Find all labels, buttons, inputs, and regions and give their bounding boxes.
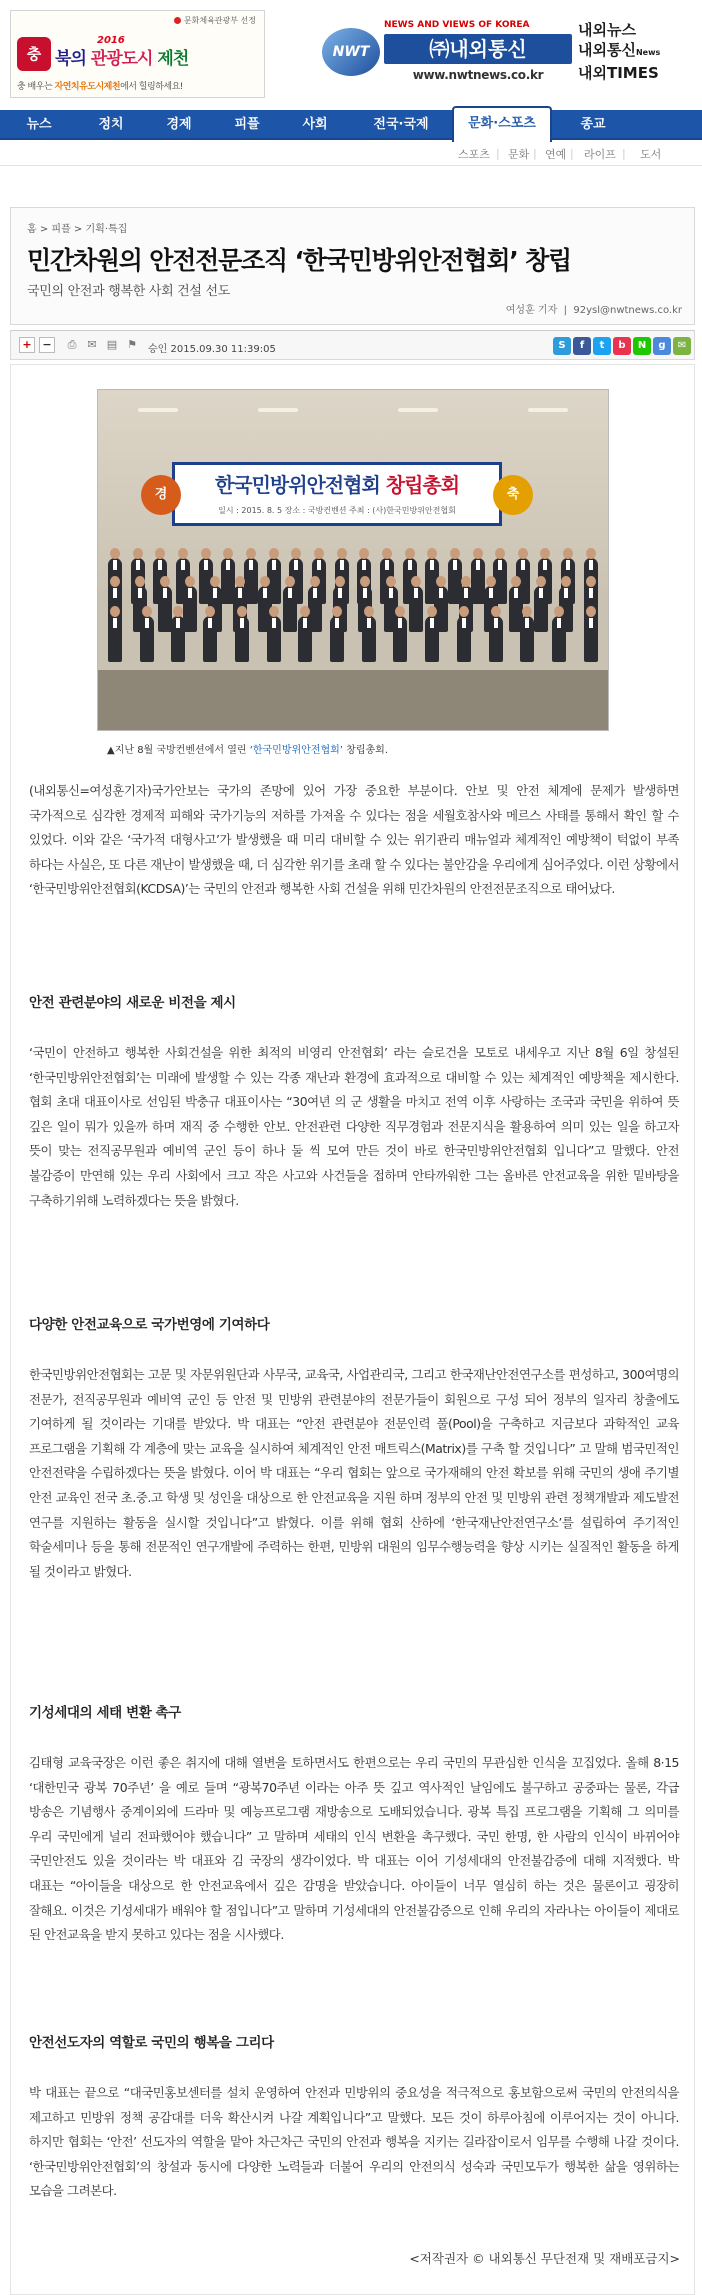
- subnav-divider: |: [533, 147, 537, 160]
- nwt-globe-icon: NWT: [322, 28, 380, 76]
- section-heading: 안전 관련분야의 새로운 비전을 제시: [29, 995, 236, 1011]
- photo-person: [584, 616, 598, 662]
- facebook-share-icon[interactable]: f: [573, 337, 591, 355]
- ad-tag: 문화체육관광부 선정: [174, 15, 256, 26]
- event-banner-line: 일시 : 2015. 8. 5 장소 : 국방컨벤션 주최 : (사)한국민방위안전협회: [218, 506, 456, 515]
- email-icon[interactable]: ✉: [87, 338, 97, 351]
- event-banner: [154, 462, 520, 526]
- section-heading: 안전선도자의 역할로 국민의 행복을 그리다: [29, 2035, 274, 2051]
- subnav-sports[interactable]: 스포츠: [458, 148, 490, 161]
- body-paragraph: ‘국민이 안전하고 행복한 사회건설을 위한 최적의 비영리 안전협회’ 라는 슬로건을 모토로 내세우고 지난 8월 6일 창설된 ‘한국민방위안전협회’는 미래에 발생할 수 있는 각종 재난과 환경에 효과적으로 대비할 수 있는 체계적인 예방책을 제시한다. 협회 초대 대표이사로 선임된 박충규 대표이사는 “30여년 의 군 생활을 마치고 전역 이후 사랑하는 조국과 국민을 위하여 뜻 깊은 일이 뭐가 있을까 하며 재직 중 수행한 안보. 안전관련 다양한 직무경험과 전문지식을 활용하여 의미 있는 일을 하고자 뜻이 맞는 전직공무원과 예비역 군인 등이 하나 둘 씩 모여 만든 것이 바로 한국민방위안전협회 입니다”고 말했다. 안전 불감증이 만연해 있는 우리 사회에서 크고 작은 사고와 사건들을 접하며 안타까워한 그는 올바른 안전교육을 위한 밑바탕을 구축하기위해 노력하겠다는 뜻을 밝혔다.: [29, 1045, 679, 1208]
- photo-person: [171, 616, 185, 662]
- badge-icon: [174, 17, 181, 24]
- photo-person: [267, 616, 281, 662]
- photo-floor: [98, 670, 608, 731]
- section-heading: 다양한 안전교육으로 국가번영에 기여하다: [29, 1317, 270, 1333]
- ad-subline: 충 배우는 자연치유도시제천에서 힐링하세요!: [17, 82, 183, 92]
- ad-emblem: 충: [17, 37, 51, 71]
- article-header: [10, 207, 695, 325]
- site-logo[interactable]: [318, 14, 688, 98]
- section-heading: 기성세대의 세태 변환 촉구: [29, 1705, 181, 1721]
- naver-share-icon[interactable]: N: [633, 337, 651, 355]
- scrap-icon[interactable]: ▤: [106, 338, 118, 351]
- ad-year: 2016: [97, 35, 125, 46]
- nav-item-religion[interactable]: 종교: [580, 117, 606, 132]
- subnav-entertainment[interactable]: 연예: [545, 148, 567, 161]
- font-decrease-button[interactable]: −: [39, 337, 55, 353]
- photo-lamp: [398, 408, 438, 412]
- photo-person: [140, 616, 154, 662]
- photo-person: [425, 616, 439, 662]
- subnav-divider: |: [622, 147, 626, 160]
- body-paragraph: 박 대표는 끝으로 “대국민홍보센터를 설치 운영하여 안전과 민방위의 중요성을 적극적으로 홍보함으로써 국민의 안전의식을 제고하고 민방위 정책 공감대를 더욱 확산시켜 나갈 계획입니다”고 말했다. 모든 것이 하루아침에 이루어지는 것이 아니다. 하지만 협회는 ‘안전’ 선도자의 역할을 맡아 차근차근 국민의 안전과 행복을 지키는 길라잡이로서 임무를 수행해 나갈 것이다. ‘한국민방위안전협회’의 창설과 동시에 다양한 노력들과 더불어 우리의 안전의식 성숙과 국민모두가 행복한 삶을 영위하는 모습을 그려본다.: [29, 2085, 679, 2199]
- twitter-share-icon[interactable]: t: [593, 337, 611, 355]
- photo-person: [298, 616, 312, 662]
- crumb-home[interactable]: 홈: [27, 224, 37, 235]
- photo-person: [393, 616, 407, 662]
- logo-url: www.nwtnews.co.kr: [412, 68, 544, 82]
- photo-person: [457, 616, 471, 662]
- crumb-sub[interactable]: 기획·특집: [85, 224, 128, 235]
- nav-item-people[interactable]: 피플: [234, 117, 260, 132]
- nav-item-news[interactable]: 뉴스: [26, 117, 52, 132]
- article-body: [10, 364, 695, 2295]
- google-share-icon[interactable]: g: [653, 337, 671, 355]
- copyright-notice: <저작권자 © 내외통신 무단전재 및 재배포금지>: [409, 2251, 680, 2266]
- article-title: 민간차원의 안전전문조직 ‘한국민방위안전협회’ 창립: [27, 246, 572, 275]
- photo-person: [108, 616, 122, 662]
- subnav-divider: |: [496, 147, 500, 160]
- article-byline: 여성훈 기자 | 92ysl@nwtnews.co.kr: [505, 305, 682, 316]
- nav-item-society[interactable]: 사회: [302, 117, 328, 132]
- report-icon[interactable]: ⚑: [127, 338, 137, 351]
- nav-item-culture-sports[interactable]: 문화·스포츠: [452, 106, 552, 142]
- emblem-right: 축: [493, 475, 533, 515]
- mail-share-icon[interactable]: ✉: [673, 337, 691, 355]
- crumb-section[interactable]: 피플: [51, 224, 71, 235]
- subnav-life[interactable]: 라이프: [584, 148, 616, 161]
- body-paragraph: 김태형 교육국장은 이런 좋은 취지에 대해 열변을 토하면서도 한편으로는 우리 국민의 무관심한 인식을 꼬집었다. 올해 8·15 ‘대한민국 광복 70주년’ 을 예로 들며 “광복70주년 이라는 아주 뜻 깊고 역사적인 날임에도 불구하고 공중파는 물론, 각급 방송은 기념행사 중계이외에 드라마 및 예능프로그램 재방송으로 도배되었습니다. 광복 특집 프로그램을 기획해 그 의미를 우리 국민에게 널리 전파했어야 했습니다” 고 말하며 세태의 인식 변환을 촉구했다. 국민 한명, 한 사람의 인식이 바뀌어야 국민안전도 있을 것이라는 박 대표와 김 국장의 생각이었다. 박 대표는 이어 기성세대의 안전불감증에 대해 지적했다. 박 대표는 “아이들을 대상으로 한 안전교육에서 깊은 감명을 받았습니다. 아이들이 너무 열심히 하는 것은 물론이고 굉장히 잘해요. 이것은 기성세대가 배워야 할 점입니다”고 말하며 기성세대의 안전불감증으로 인해 우리의 자라나는 아이들이 제대로 된 안전교육을 받지 못하고 있다는 점을 시사했다.: [29, 1755, 679, 1943]
- sub-nav: [0, 142, 702, 166]
- photo-lamp: [258, 408, 298, 412]
- photo-person: [520, 616, 534, 662]
- people-front-row: [108, 616, 598, 662]
- breadcrumb: 홈 > 피플 > 기획·특집: [27, 224, 128, 235]
- photo-person: [203, 616, 217, 662]
- logo-side: 내외뉴스 내외통신News 내외TIMES: [578, 21, 661, 82]
- skype-share-icon[interactable]: S: [553, 337, 571, 355]
- body-paragraph: 한국민방위안전협회는 고문 및 자문위원단과 사무국, 교육국, 사업관리국, 그리고 한국재난안전연구소를 편성하고, 300여명의 전문가, 전직공무원과 예비역 군인 등 안전 및 민방위 관련분야의 전문가들이 회원으로 구성 되어 정부의 일자리 창출에도 기여하게 될 것이라는 기대를 받았다. 박 대표는 “안전 관련분야 전문인력 풀(Pool)을 구축하고 지금보다 과학적인 교육 프로그램을 기획해 각 계층에 맞는 교육을 실시하여 체계적인 안전 매트릭스(Matrix)를 구축 할 것입니다” 고 말해 범국민적인 안전전략을 수립하겠다는 뜻을 밝혔다. 이어 박 대표는 “우리 협회는 앞으로 국가재해의 안전 확보를 위해 국민의 생애 주기별 안전 교육인 전국 초.중.고 학생 및 성인을 대상으로 한 안전교육을 지원 하며 정부의 안전 및 민방위 관련 정책개발과 제도발전 연구를 지원하는 활동을 실시할 것입니다”고 밝혔다. 이를 위해 협회 산하에 ‘한국재난안전연구소’를 설립하여 주기적인 학술세미나 등을 통해 전문적인 연구개발에 주력하는 한편, 민방위 대원의 임무수행능력을 향상 시키는 실질적인 활동을 하게 될 것이라고 밝혔다.: [29, 1367, 679, 1579]
- tourism-ad-banner[interactable]: [10, 10, 265, 98]
- print-icon[interactable]: ⎙: [67, 338, 77, 351]
- photo-caption: ▲지난 8월 국방컨벤션에서 열린 ‘한국민방위안전협회’ 창립총회.: [107, 745, 388, 756]
- author-name: 여성훈 기자: [505, 305, 558, 316]
- photo-person: [235, 616, 249, 662]
- photo-person: [489, 616, 503, 662]
- nav-item-national-intl[interactable]: 전국·국제: [373, 117, 429, 132]
- nav-item-politics[interactable]: 정치: [98, 117, 124, 132]
- author-email[interactable]: 92ysl@nwtnews.co.kr: [573, 305, 682, 316]
- subnav-books[interactable]: 도서: [640, 148, 662, 161]
- subnav-culture[interactable]: 문화: [508, 148, 530, 161]
- subnav-divider: |: [570, 147, 574, 160]
- nav-item-economy[interactable]: 경제: [166, 117, 192, 132]
- body-paragraph: (내외통신=여성훈기자)국가안보는 국가의 존망에 있어 가장 중요한 부분이다. 안보 및 안전 체계에 문제가 발생하면 국가적으로 심각한 경제적 피해와 국가기능의 저하를 가져올 수 있다는 점을 세월호참사와 메르스 사태를 통해서 확인 할 수 있었다. 이와 같은 ‘국가적 대형사고’가 발생했을 때 미리 대비할 수 있는 위기관리 매뉴얼과 체계적인 예방책이 턱없이 부족 하다는 사실은, 또 다른 재난이 발생했을 때, 더 심각한 위기를 초래 할 수 있다는 불안감을 우리에게 심어주었다. 이런 상황에서 ‘한국민방위안전협회(KCDSA)’는 국민의 안전과 행복한 사회 건설을 위해 민간차원의 안전전문조직으로 태어났다.: [29, 783, 679, 897]
- logo-main: ㈜내외통신: [384, 34, 572, 64]
- photo-person: [330, 616, 344, 662]
- article-photo[interactable]: [97, 389, 609, 731]
- font-increase-button[interactable]: +: [19, 337, 35, 353]
- site-header: [0, 0, 702, 112]
- main-nav: [0, 110, 702, 140]
- photo-lamp: [138, 408, 178, 412]
- article-toolbar: [10, 330, 695, 360]
- emblem-left: 경: [141, 475, 181, 515]
- ad-title: 북의 관광도시 제천: [55, 49, 189, 69]
- photo-person: [552, 616, 566, 662]
- band-share-icon[interactable]: b: [613, 337, 631, 355]
- photo-lamp: [528, 408, 568, 412]
- event-banner-title: 한국민방위안전협회 창립총회: [214, 473, 460, 497]
- publish-date: 승인 2015.09.30 11:39:05: [148, 344, 276, 355]
- logo-tagline: NEWS AND VIEWS OF KOREA: [384, 20, 572, 31]
- article-subtitle: 국민의 안전과 행복한 사회 건설 선도: [27, 284, 231, 299]
- photo-person: [362, 616, 376, 662]
